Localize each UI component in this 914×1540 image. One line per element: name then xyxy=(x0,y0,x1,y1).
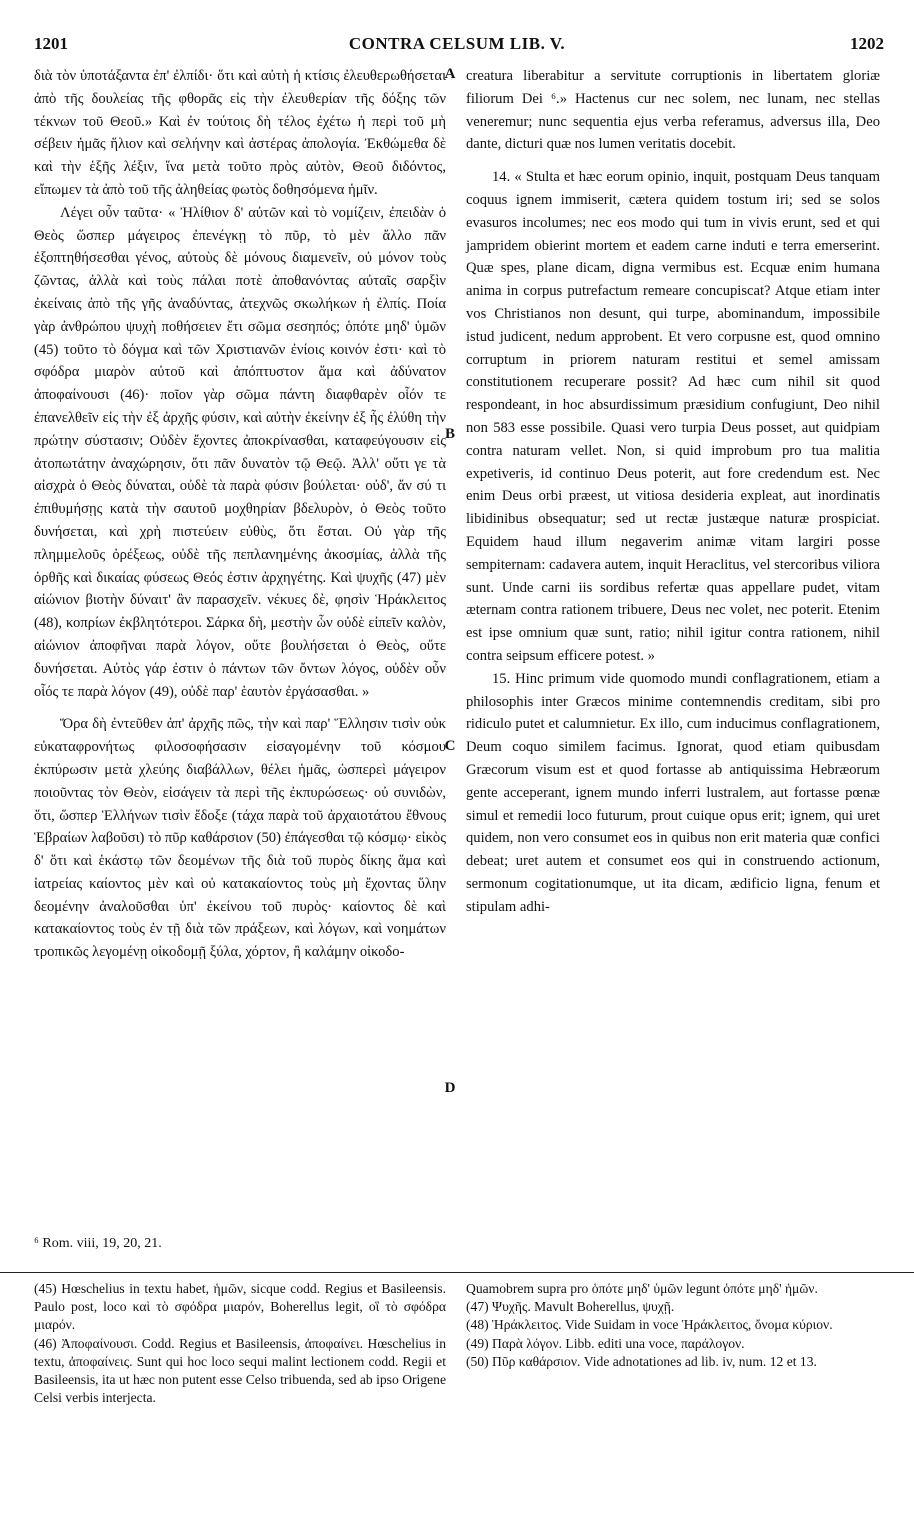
latin-paragraph-2: 14. « Stulta et hæc eorum opinio, inquit, postquam Deus tanquam coquus ignem immiserit, cætera quidem tostum iri; sed se solos evasuros incolumes; nec eos modo qui tum in vivis erunt, sed et qui jampridem obierint mortem et eadem carne induti e terra emerserint. Quæ spes, plane dicam, digna vermibus est. Ecquæ enim humana anima in corpus putrefactum remeare concupiscat? Atque etiam inter vos Christianos non desunt, qui turpe, abominandum, impossibile istud judicent, nedum approbent. Et vero corpusne est, quod omnino corruptum in priorem naturam restitui et semel amissam constitutionem recuperare possit? Ad hæc cum nihil sit quod respondeant, in hoc absurdissimum præsidium confugiunt, Deo nihil non 583 esse possibile. Quasi vero turpia Deus posset, aut quidpiam contra naturam vellet. Non, si quid improbum pro tua malitia expetiveris, id continuo Deus poterit, aut fore credendum est. Nec enim Deus orbi præest, ut vitiosa desideria expleat, aut inordinatis libidinibus obsequatur; sed ut rectæ justæque naturæ prospiciat. Equidem haud illum negaverim animæ vitam largiri posse sempiternam: cadavera autem, inquit Heraclitus, vel stercoribus viliora sunt. Unde carni iis sordibus refertæ quas appellare pudet, vitam æternam contra rationem tribuere, Deus nec volet, nec poterit. Etenim est ipse omnium quæ sunt, ratio; nihil igitur contra rationem, nihil contra seipsum efficere potest. » xyxy=(466,169,880,664)
greek-column xyxy=(34,65,446,964)
latin-paragraph-3: 15. Hinc primum vide quomodo mundi conflagrationem, etiam a philosophis inter Græcos minime contemnendis creditam, sibi pro ridiculo putet et calumnietur. Ex illo, cum inducimus conflagrationem, Deum coquo similem facimus. Ignorat, quod etiam quibusdam Græcorum visum est et quod fortasse ab antiquissima Hebræorum gente acceperant, ignem mundo inferri lustralem, aut fortasse pœnæ simul et remedii loco futurum, prout cuique opus erit; ignem, qui uret quidem, non vero consumet eos in quibus non erit materia quæ confici debeat; uret autem et consumet eos qui in construendo actionum, sermonum cogitationumque, ut ita dicam, ædificio ligna, fenum et stipulam adhi- xyxy=(466,670,880,915)
page-number-right: 1202 xyxy=(850,34,884,53)
page-number-left: 1201 xyxy=(34,34,68,53)
footnote-divider xyxy=(0,1272,914,1273)
scripture-reference: ⁶ Rom. viii, 19, 20, 21. xyxy=(34,1236,162,1251)
footnote-46: (46) Ἀποφαίνουσι. Codd. Regius et Basileensis, ἀποφαίνει. Hœschelius in textu, ἀποφαίνεις. Sunt qui hoc loco sequi malint lectionem codd. Regii et Basileensis, ita ut hæc non putent esse Celso tribuenda, sed ab ipso Origene Celsi verbis interjecta. xyxy=(34,1335,446,1406)
footnote-47: (47) Ψυχῆς. Mavult Boherellus, ψυχῇ. xyxy=(466,1299,675,1315)
margin-letter-c: C xyxy=(444,738,456,754)
latin-column xyxy=(466,65,880,918)
greek-paragraph-2: Λέγει οὖν ταῦτα· « Ἠλίθιον δ' αὐτῶν καὶ τὸ νομίζειν, ἐπειδὰν ὁ Θεὸς ὥσπερ μάγειρος ἐπενέγκῃ τὸ πῦρ, τὸ μὲν ἄλλο πᾶν ἐξοπτηθήσεσθαι γένος, αὐτοὺς δὲ μόνους διαμενεῖν, οὐ μόνον τοὺς ζῶντας, ἀλλὰ καὶ τοὺς πάλαι ποτὲ ἀποθανόντας αὐταῖς σαρξὶν ἐκείναις ἀπὸ τῆς γῆς ἀναδύντας, ἀτεχνῶς σκωλήκων ἡ ἐλπίς. Ποία γὰρ ἀνθρώπου ψυχὴ ποθήσειεν ἔτι σῶμα σεσηπός; ὁπότε μηδ' ὑμῶν (45) τοῦτο τὸ δόγμα καὶ τῶν Χριστιανῶν ἐνίοις κοινόν ἐστι· καὶ τὸ σφόδρα μιαρὸν αὐτοῦ καὶ ἀπόπτυστον ἅμα καὶ ἀδύνατον ἀποφαίνουσι (46)· ποῖον γὰρ σῶμα πάντη διαφθαρὲν οἷόν τε ἐπανελθεῖν εἰς τὴν ἐξ ἀρχῆς φύσιν, καὶ αὐτὴν ἐκείνην ἐξ ἧς ἐλύθη τὴν πρώτην σύστασιν; Οὐδὲν ἔχοντες ἀποκρίνασθαι, καταφεύγουσιν εἰς ἀτοπωτάτην ἀναχώρησιν, ὅτι πᾶν δυνατὸν τῷ Θεῷ. Ἀλλ' οὔτι γε τὰ αἰσχρὰ ὁ Θεὸς δύναται, οὐδὲ τὰ παρὰ φύσιν βούλεται· οὐδ', ἄν σύ τι ἐπιθυμήσῃς κατὰ τὴν σαυτοῦ μοχθηρίαν βδελυρὸν, ὁ Θεὸς τοῦτο δυνήσεται, καὶ χρὴ πιστεύειν εὐθὺς, ὅτι ἔσται. Οὐ γὰρ τῆς πλημμελοῦς ὀρέξεως, οὐδὲ τῆς πεπλανημένης ἀκοσμίας, ἀλλὰ τῆς ὀρθῆς καὶ δικαίας φύσεως Θεός ἐστιν ἀρχηγέτης. Καὶ ψυχῆς (47) μὲν αἰώνιον βιοτὴν δύναιτ' ἂν παρασχεῖν. νέκυες δὲ, φησὶν Ἡράκλειτος (48), κοπρίων ἐκβλητότεροι. Σάρκα δὴ, μεστὴν ὧν οὐδὲ εἰπεῖν καλὸν, αἰώνιον ἀποφῆναι παρὰ λόγον, οὔτε βουλήσεται ὁ Θεὸς, οὔτε δυνήσεται. Αὐτὸς γάρ ἐστιν ὁ πάντων τῶν ὄντων λόγος, οὐδὲν οὖν οἷός τε παρὰ λόγον (49), οὐδὲ παρ' ἑαυτὸν ἐργάσασθαι. » xyxy=(34,204,446,700)
running-title: CONTRA CELSUM LIB. V. xyxy=(348,34,566,53)
footnote-48: (48) Ἡράκλειτος. Vide Suidam in voce Ἡράκλειτος, ὄνομα κύριον. xyxy=(466,1317,833,1333)
footnote-49: (49) Παρὰ λόγον. Libb. editi una voce, παράλογον. xyxy=(466,1335,745,1351)
latin-paragraph-1: creatura liberabitur a servitute corruptionis in libertatem gloriæ filiorum Dei ⁶.» Hactenus cur nec solem, nec lunam, nec stellas veneremur; nunc sequentia ejus verba referamus, adversus illa, Deo dante, dicturi quæ nos lumen veritatis docebit. xyxy=(466,68,880,153)
greek-paragraph-1: διὰ τὸν ὑποτάξαντα ἐπ' ἐλπίδι· ὅτι καὶ αὐτὴ ἡ κτίσις ἐλευθερωθήσεται ἀπὸ τῆς δουλείας τῆς φθορᾶς εἰς τὴν ἐλευθερίαν τῆς δόξης τῶν τέκνων τοῦ Θεοῦ.» Καὶ ἐν τούτοις δὴ τέλος ἐχέτω ἡ περὶ τοῦ μὴ σέβειν ἡμᾶς ἥλιον καὶ σελήνην καὶ ἀστέρας ἀπολογία. Ἐκθώμεθα δὲ καὶ τὴν ἑξῆς λέξιν, ἵνα μετὰ τοῦτο πρὸς αὐτὸν, Θεοῦ διδόντος, εἴπωμεν τὰ ἀπὸ τοῦ τῆς ἀληθείας φωτὸς δοθησόμενα ἡμῖν. xyxy=(34,68,446,198)
footnotes-left xyxy=(34,1280,446,1407)
footnote-50: (50) Πῦρ καθάρσιον. Vide adnotationes ad lib. iv, num. 12 et 13. xyxy=(466,1353,817,1369)
margin-letter-a: A xyxy=(444,66,456,82)
footnote-45: (45) Hœschelius in textu habet, ἡμῶν, sicque codd. Regius et Basileensis. Paulo post, loco καὶ τὸ σφόδρα μιαρόν, Boherellus legit, οἳ τὸ σφόδρα μιαρόν. xyxy=(34,1281,446,1333)
greek-paragraph-3: Ὅρα δὴ ἐντεῦθεν ἀπ' ἀρχῆς πῶς, τὴν καὶ παρ' Ἕλλησιν τισὶν οὐκ εὐκαταφρονήτως φιλοσοφήσασιν εἰσαγομένην τοῦ κόσμου ἐκπύρωσιν μετὰ χλεύης διαβάλλων, θέλει ἡμᾶς, ὡσπερεὶ μάγειρον ποιοῦντας τὸν Θεὸν, εἰσάγειν τὰ περὶ τῆς ἐκπυρώσεως· οὐ συνιδὼν, ὅτι, ὥσπερ Ἑλλήνων τισὶν ἔδοξε (τάχα παρὰ τοῦ ἀρχαιοτάτου ἔθνους Ἑβραίων λαβοῦσι) τὸ πῦρ καθάρσιον (50) ἐπάγεσθαι τῷ κόσμῳ· εἰκὸς δ' ὅτι καὶ ἑκάστῳ τῶν δεομένων τῆς διὰ τοῦ πυρὸς δίκης ἅμα καὶ ἰατρείας καίοντος μὲν καὶ οὐ κατακαίοντος τοὺς μὴ ἔχοντας ὕλην δεομένην ἀναλοῦσθαι ὑπ' ἐκείνου τοῦ πυρὸς· καίοντος δὲ καὶ κατακαίοντος τοὺς ἐν τῇ διὰ τῶν πράξεων, καὶ λόγων, καὶ νοημάτων τροπικῶς λεγομένῃ οἰκοδομῇ ξύλα, χόρτον, ἢ καλάμην οἰκοδο- xyxy=(34,716,446,961)
footnotes-right xyxy=(466,1280,880,1371)
footnote-46-continued: Quamobrem supra pro ὁπότε μηδ' ὑμῶν legunt ὁπότε μηδ' ἡμῶν. xyxy=(466,1281,818,1296)
margin-letter-b: B xyxy=(444,426,455,442)
margin-letter-d: D xyxy=(444,1080,456,1096)
